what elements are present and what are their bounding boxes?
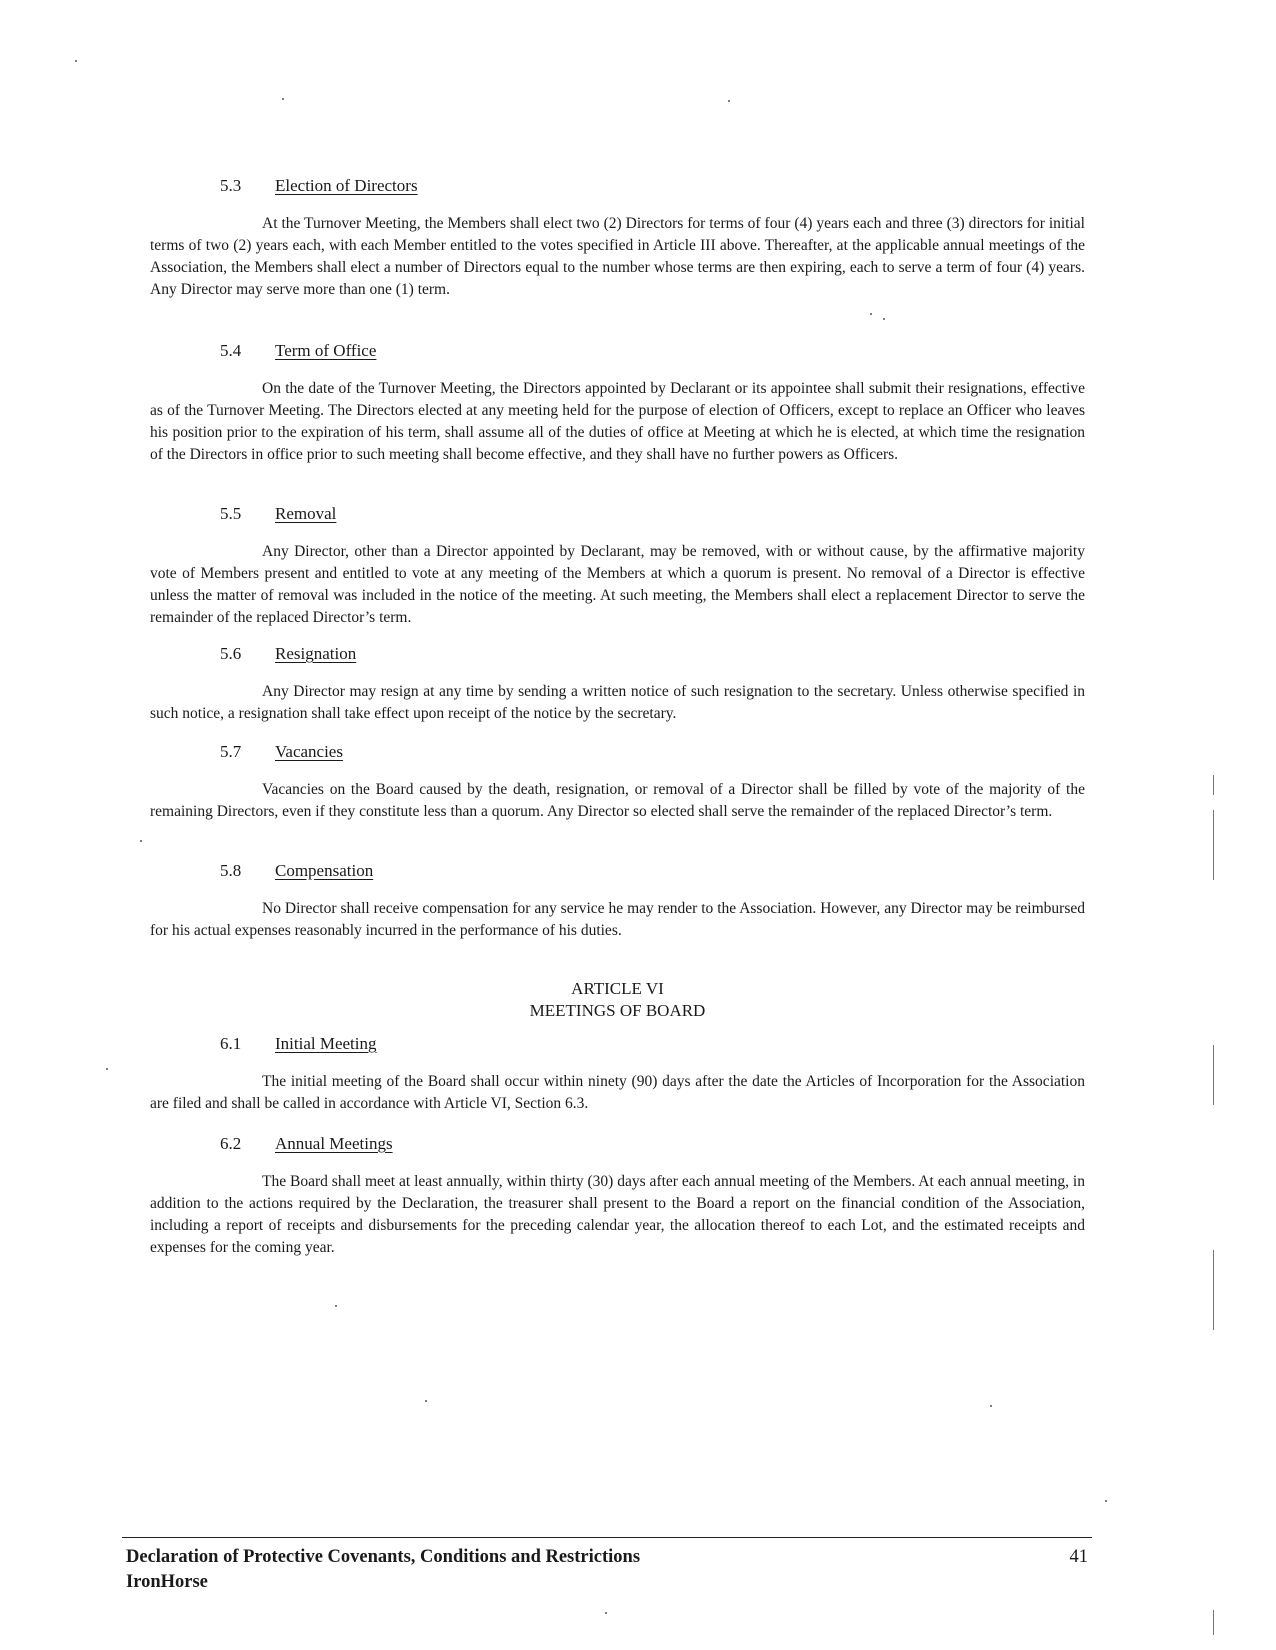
scan-speck [282,98,284,100]
section-body: Any Director may resign at any time by sending a written notice of such resignation to the secretary. Unless otherwise specified in such notice, a resignation shall take effect upon receipt of the notice by the secretary. [150,683,1085,722]
section-5-7 [150,741,1085,823]
scan-edge-mark [1213,1045,1214,1105]
section-body: The initial meeting of the Board shall occur within ninety (90) days after the date the Articles of Incorporation for the Association are filed and shall be called in accordance with Article VI, Section 6.3. [150,1073,1085,1112]
scan-speck [106,1068,108,1070]
scan-speck [1105,1500,1107,1502]
article-heading [150,978,1085,1022]
scan-edge-mark [1213,1250,1214,1330]
section-number: 5.8 [220,861,242,880]
scan-speck [870,313,872,315]
scan-speck [425,1400,427,1402]
section-number: 6.1 [220,1034,242,1053]
section-5-4 [150,340,1085,466]
section-6-2 [150,1133,1085,1259]
scan-edge-mark [1213,775,1214,795]
page-footer [126,1545,1088,1595]
section-title: Initial Meeting [275,1034,377,1053]
section-heading [150,643,1085,665]
section-heading [150,340,1085,362]
section-heading [150,741,1085,763]
footer-document-title: Declaration of Protective Covenants, Conditions and Restrictions [126,1547,641,1567]
section-body: Vacancies on the Board caused by the death, resignation, or removal of a Director shall be filled by vote of the majority of the remaining Directors, even if they constitute less than a quorum. Any Director so elected shall serve the remainder of the replaced Director’s term. [150,781,1085,820]
section-title: Vacancies [275,742,343,761]
section-number: 5.3 [220,176,242,195]
scan-speck [883,318,885,320]
scan-edge-mark [1213,810,1214,880]
scan-speck [990,1405,992,1407]
scan-speck [140,840,142,842]
page-number: 41 [1069,1547,1088,1567]
footer-project-name: IronHorse [126,1572,208,1592]
section-title: Term of Office [275,341,377,360]
section-6-1 [150,1033,1085,1115]
section-title: Removal [275,504,337,523]
scan-speck [605,1612,607,1614]
section-heading [150,860,1085,882]
section-heading [150,503,1085,525]
section-title: Resignation [275,644,357,663]
section-heading [150,1133,1085,1155]
section-heading [150,1033,1085,1055]
section-body: Any Director, other than a Director appointed by Declarant, may be removed, with or without cause, by the affirmative majority vote of Members present and entitled to vote at any meeting of the Members at which a quorum is present. No removal of a Director is effective unless the matter of removal was included in the notice of the meeting. At such meeting, the Members shall elect a replacement Director to serve the remainder of the replaced Director’s term. [150,543,1085,626]
footer-rule [122,1537,1092,1538]
section-number: 5.5 [220,504,242,523]
section-5-6 [150,643,1085,725]
scan-speck [728,100,730,102]
section-5-8 [150,860,1085,942]
section-body: The Board shall meet at least annually, within thirty (30) days after each annual meeting of the Members. At each annual meeting, in addition to the actions required by the Declaration, the treasurer shall present to the Board a report on the financial condition of the Association, including a report of receipts and disbursements for the preceding calendar year, the allocation thereof to each Lot, and the estimated receipts and expenses for the coming year. [150,1173,1085,1256]
article-title: MEETINGS OF BOARD [529,1001,706,1020]
section-5-3 [150,175,1085,301]
scan-speck [335,1305,337,1307]
section-body: On the date of the Turnover Meeting, the Directors appointed by Declarant or its appointee shall submit their resignations, effective as of the Turnover Meeting. The Directors elected at any meeting held for the purpose of election of Officers, except to replace an Officer who leaves his position prior to the expiration of his term, shall assume all of the duties of office at Meeting at which he is elected, at which time the resignation of the Directors in office prior to such meeting shall become effective, and they shall have no further powers as Officers. [150,380,1085,463]
section-title: Annual Meetings [275,1134,393,1153]
article-label: ARTICLE VI [571,979,664,998]
section-title: Election of Directors [275,176,418,195]
section-heading [150,175,1085,197]
section-number: 6.2 [220,1134,242,1153]
scan-edge-mark [1213,1610,1214,1635]
section-number: 5.4 [220,341,242,360]
section-number: 5.6 [220,644,242,663]
section-body: At the Turnover Meeting, the Members shall elect two (2) Directors for terms of four (4) years each and three (3) directors for initial terms of two (2) years each, with each Member entitled to the votes specified in Article III above. Thereafter, at the applicable annual meetings of the Association, the Members shall elect a number of Directors equal to the number whose terms are then expiring, each to serve a term of four (4) years. Any Director may serve more than one (1) term. [150,215,1085,298]
section-body: No Director shall receive compensation for any service he may render to the Association. However, any Director may be reimbursed for his actual expenses reasonably incurred in the performance of his duties. [150,900,1085,939]
section-5-5 [150,503,1085,629]
section-title: Compensation [275,861,374,880]
section-number: 5.7 [220,742,242,761]
scan-speck [75,60,77,62]
